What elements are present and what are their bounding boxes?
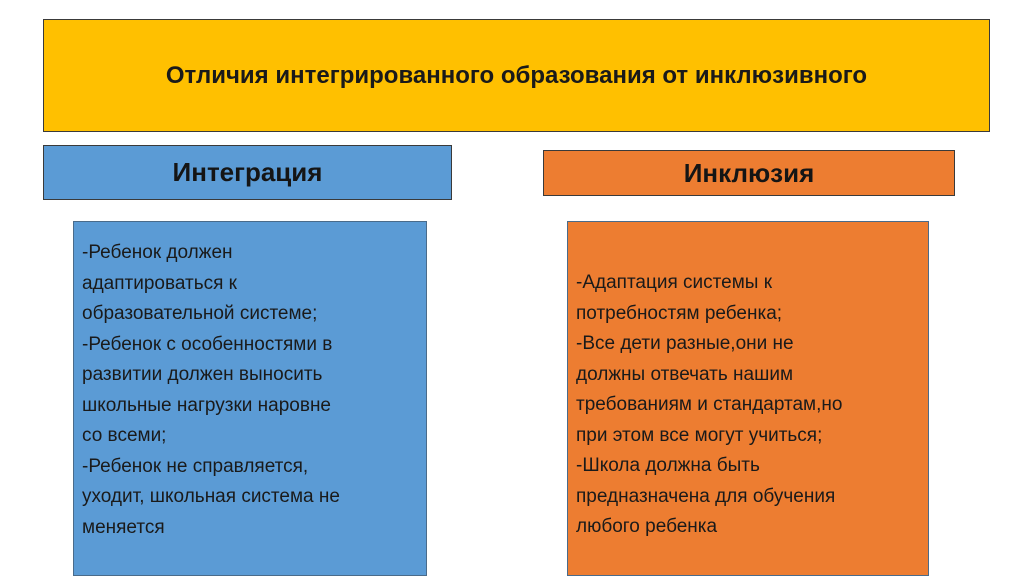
- integration-line: -Ребенок должен: [82, 242, 233, 263]
- integration-line: школьные нагрузки наровне: [82, 394, 332, 416]
- inclusion-line: потребностям ребенка;: [576, 302, 783, 324]
- inclusion-heading: Инклюзия: [683, 157, 815, 188]
- inclusion-text-box: [567, 221, 929, 576]
- integration-line: уходит, школьная система не: [82, 486, 340, 507]
- inclusion-line: предназначена для обучения: [576, 485, 836, 507]
- integration-line: образовательной системе;: [82, 303, 318, 324]
- inclusion-line: -Все дети разные,они не: [576, 333, 794, 354]
- inclusion-line: -Школа должна быть: [576, 455, 760, 476]
- integration-line: со всеми;: [82, 425, 167, 446]
- integration-heading-box: [43, 145, 452, 200]
- inclusion-heading-box: [543, 150, 955, 196]
- integration-line: -Ребенок с особенностями в: [82, 333, 333, 355]
- slide-title: Отличия интегрированного образования от инклюзивного: [165, 61, 868, 89]
- inclusion-line: при этом все могут учиться;: [576, 424, 823, 446]
- integration-heading: Интеграция: [172, 157, 323, 187]
- integration-line: меняется: [82, 516, 165, 538]
- inclusion-line: должны отвечать нашим: [576, 363, 794, 385]
- inclusion-line: требованиям и стандартам,но: [576, 394, 843, 415]
- integration-line: адаптироваться к: [82, 272, 237, 294]
- integration-line: развитии должен выносить: [82, 364, 323, 385]
- slide-title-box: [43, 19, 990, 132]
- inclusion-line: -Адаптация системы к: [576, 272, 773, 293]
- integration-line: -Ребенок не справляется,: [82, 455, 309, 477]
- integration-text-box: [73, 221, 427, 576]
- inclusion-line: любого ребенка: [576, 516, 718, 537]
